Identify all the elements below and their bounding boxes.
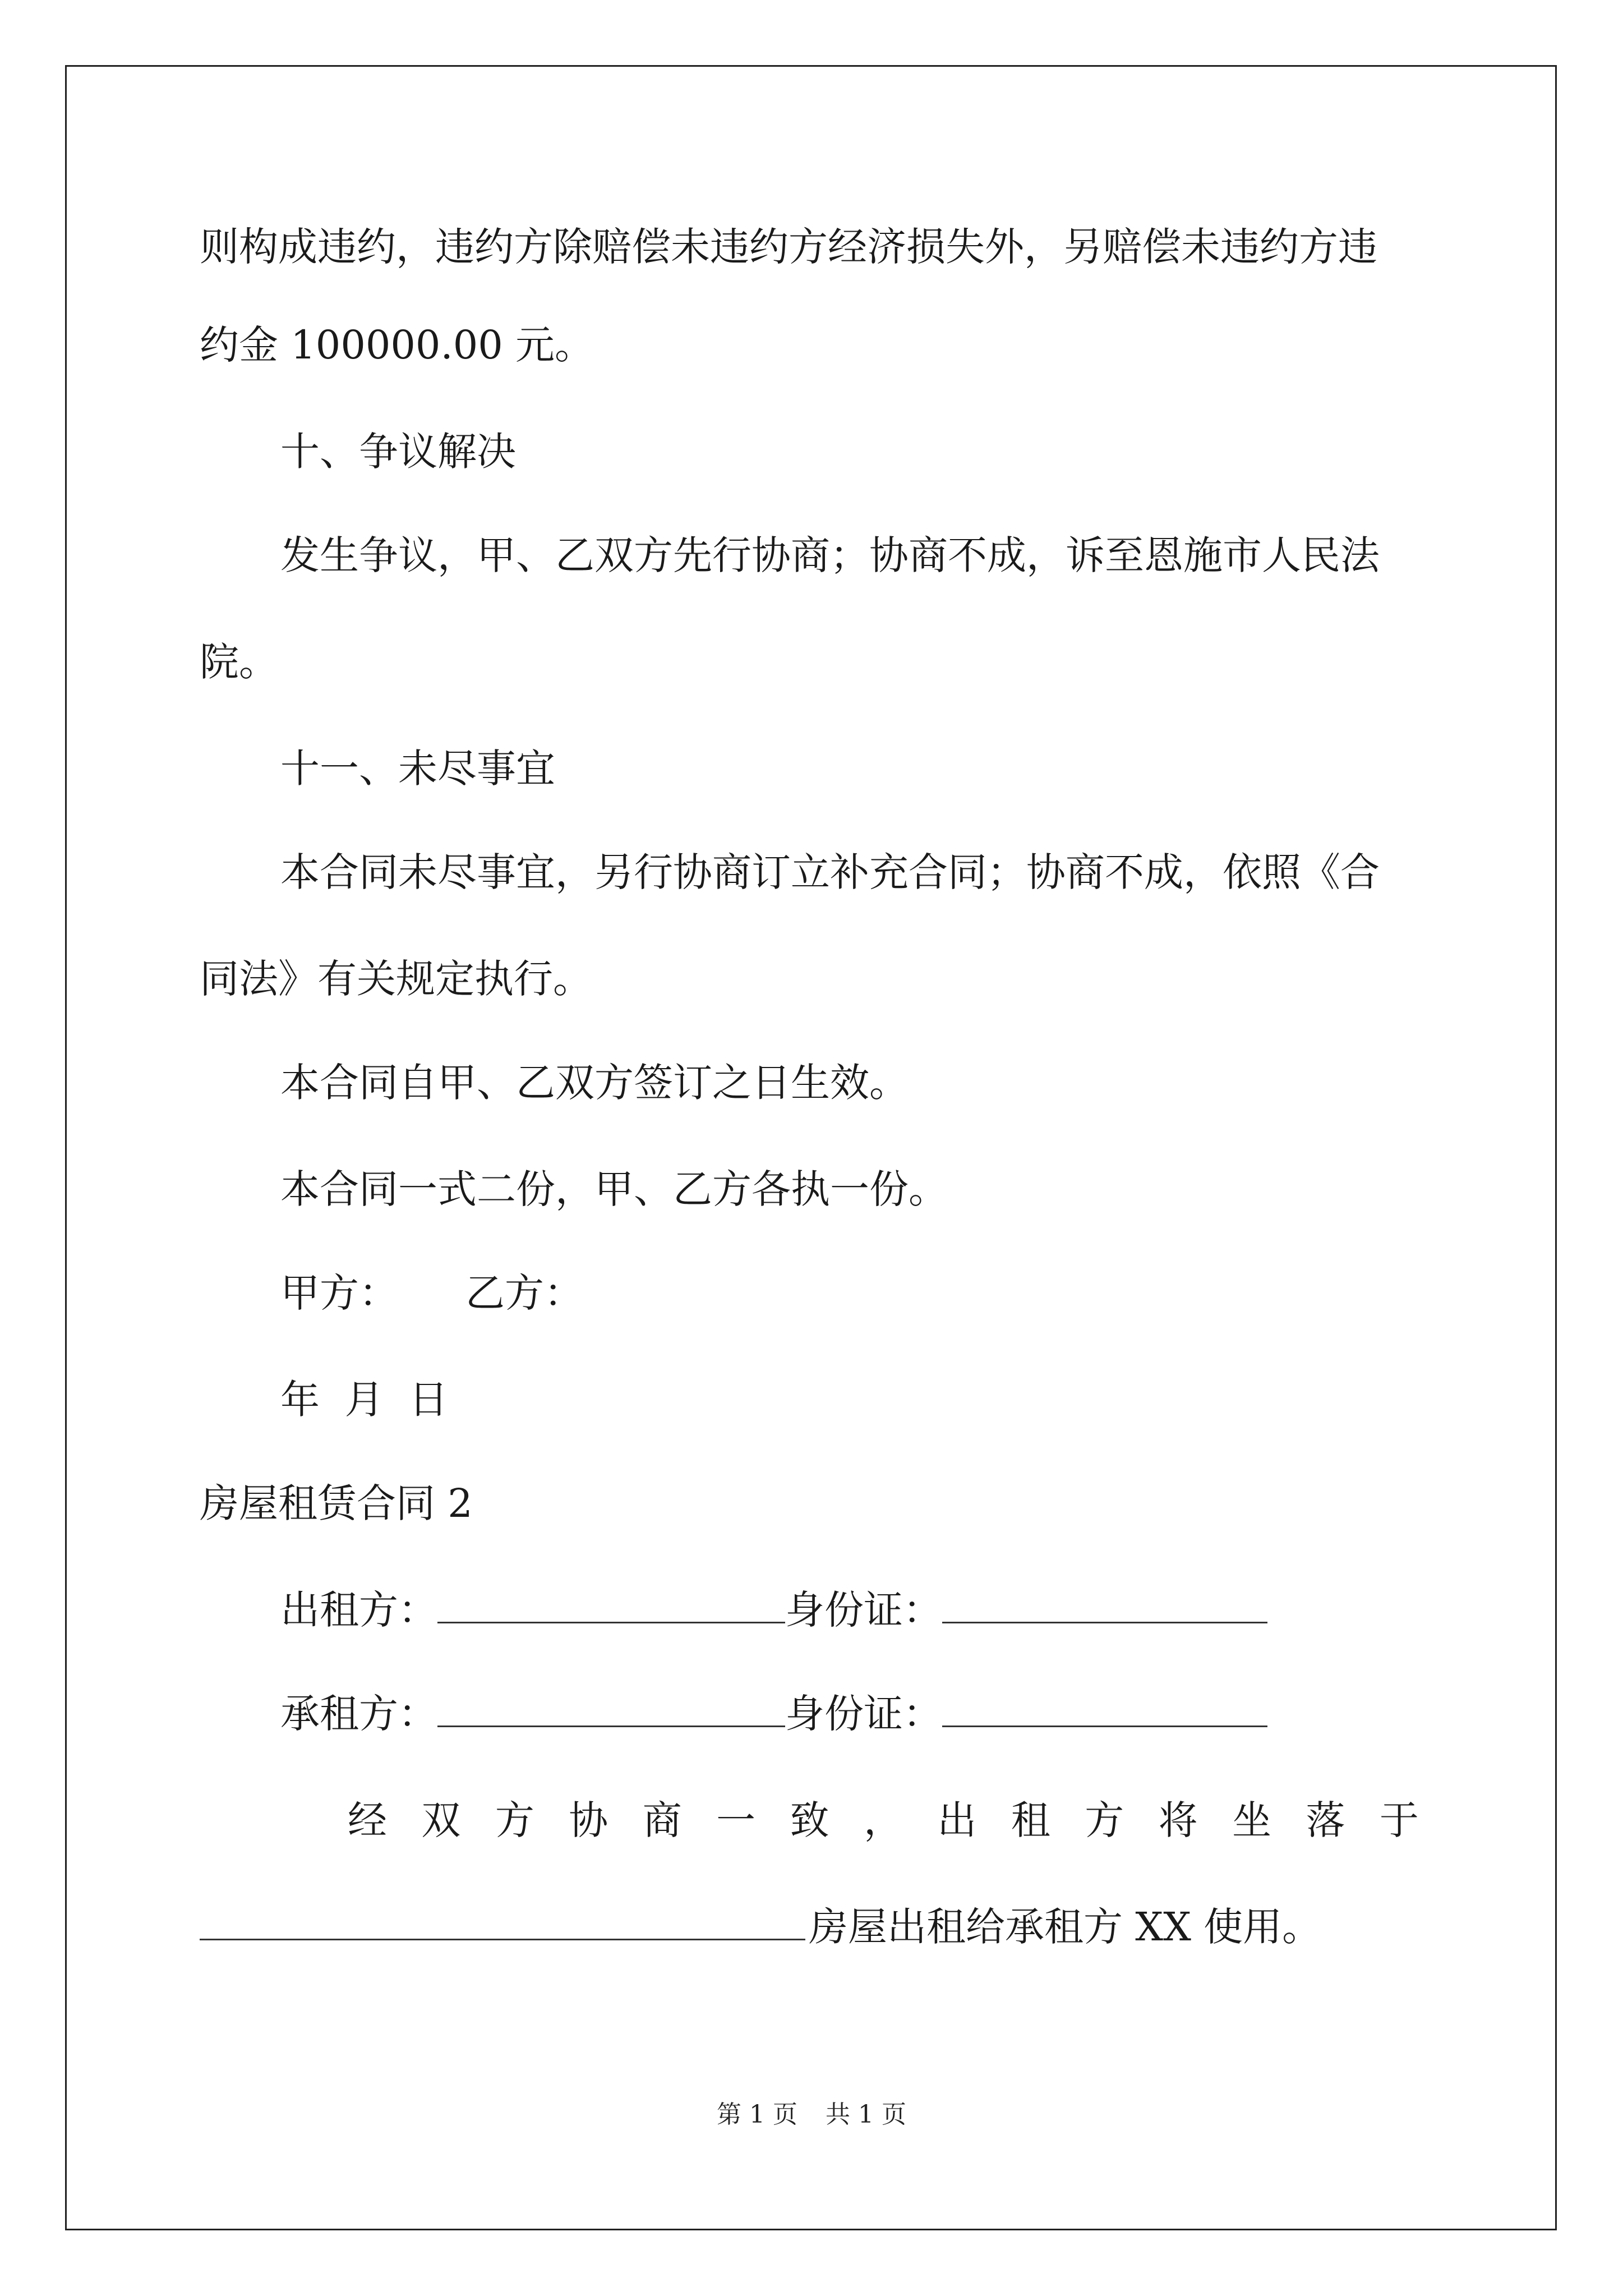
lessee-id-blank [942, 1691, 1267, 1727]
agreement-char: 方 [1085, 1797, 1124, 1843]
paragraph-line: 本合同自甲、乙双方签订之日生效。 [280, 1060, 909, 1106]
paragraph-line: 本合同未尽事宜，另行协商订立补充合同；协商不成，依照《合 [280, 849, 1380, 895]
lessor-name-blank [437, 1587, 785, 1623]
contract-title: 房屋租赁合同 2 [200, 1480, 473, 1526]
paragraph-line: 则构成违约，违约方除赔偿未违约方经济损失外，另赔偿未违约方违 [200, 224, 1377, 270]
lessee-line [280, 1686, 1267, 1742]
section-title: 十一、未尽事宜 [280, 746, 555, 792]
agreement-char: 坐 [1232, 1797, 1272, 1843]
agreement-char: 方 [495, 1797, 534, 1843]
signature-line [280, 1265, 583, 1321]
page-total: 共 1 页 [826, 2100, 906, 2129]
paragraph-line: 约金 100000.00 元。 [200, 322, 594, 368]
date-line: 年 月 日 [280, 1377, 449, 1423]
agreement-line [348, 1792, 1419, 1848]
lessor-id-blank [942, 1587, 1267, 1623]
agreement-char: 致 [790, 1797, 829, 1843]
paragraph-line: 发生争议，甲、乙双方先行协商；协商不成，诉至恩施市人民法 [280, 532, 1380, 578]
agreement-char: 经 [348, 1797, 387, 1843]
lessor-id-label: 身份证： [785, 1587, 942, 1633]
lessor-line [280, 1582, 1267, 1638]
page-footer [0, 2098, 1623, 2132]
lessee-label: 承租方： [280, 1691, 437, 1737]
party-a-label: 甲方： [280, 1270, 398, 1316]
lessee-id-label: 身份证： [785, 1691, 942, 1737]
paragraph-line: 同法》有关规定执行。 [200, 956, 592, 1002]
agreement-line-2 [200, 1899, 1321, 1955]
agreement-char: 出 [937, 1797, 977, 1843]
paragraph-line: 本合同一式二份，甲、乙方各执一份。 [280, 1166, 948, 1212]
page-number: 第 1 页 [717, 2100, 797, 2129]
agreement-char: 商 [642, 1797, 682, 1843]
property-address-blank [200, 1904, 805, 1940]
agreement-char: 将 [1158, 1797, 1198, 1843]
agreement-char: 落 [1306, 1797, 1345, 1843]
lessor-label: 出租方： [280, 1587, 437, 1633]
section-title: 十、争议解决 [280, 429, 516, 475]
paragraph-line: 院。 [200, 639, 278, 685]
agreement-char: 一 [716, 1797, 756, 1843]
agreement-char: 协 [569, 1797, 608, 1843]
agreement-char: 双 [421, 1797, 461, 1843]
agreement-char: ， [863, 1797, 903, 1843]
agreement-tail: 房屋出租给承租方 XX 使用。 [809, 1904, 1322, 1950]
agreement-char: 租 [1011, 1797, 1050, 1843]
lessee-name-blank [437, 1691, 785, 1727]
party-b-label: 乙方： [465, 1270, 583, 1316]
agreement-char: 于 [1379, 1797, 1419, 1843]
